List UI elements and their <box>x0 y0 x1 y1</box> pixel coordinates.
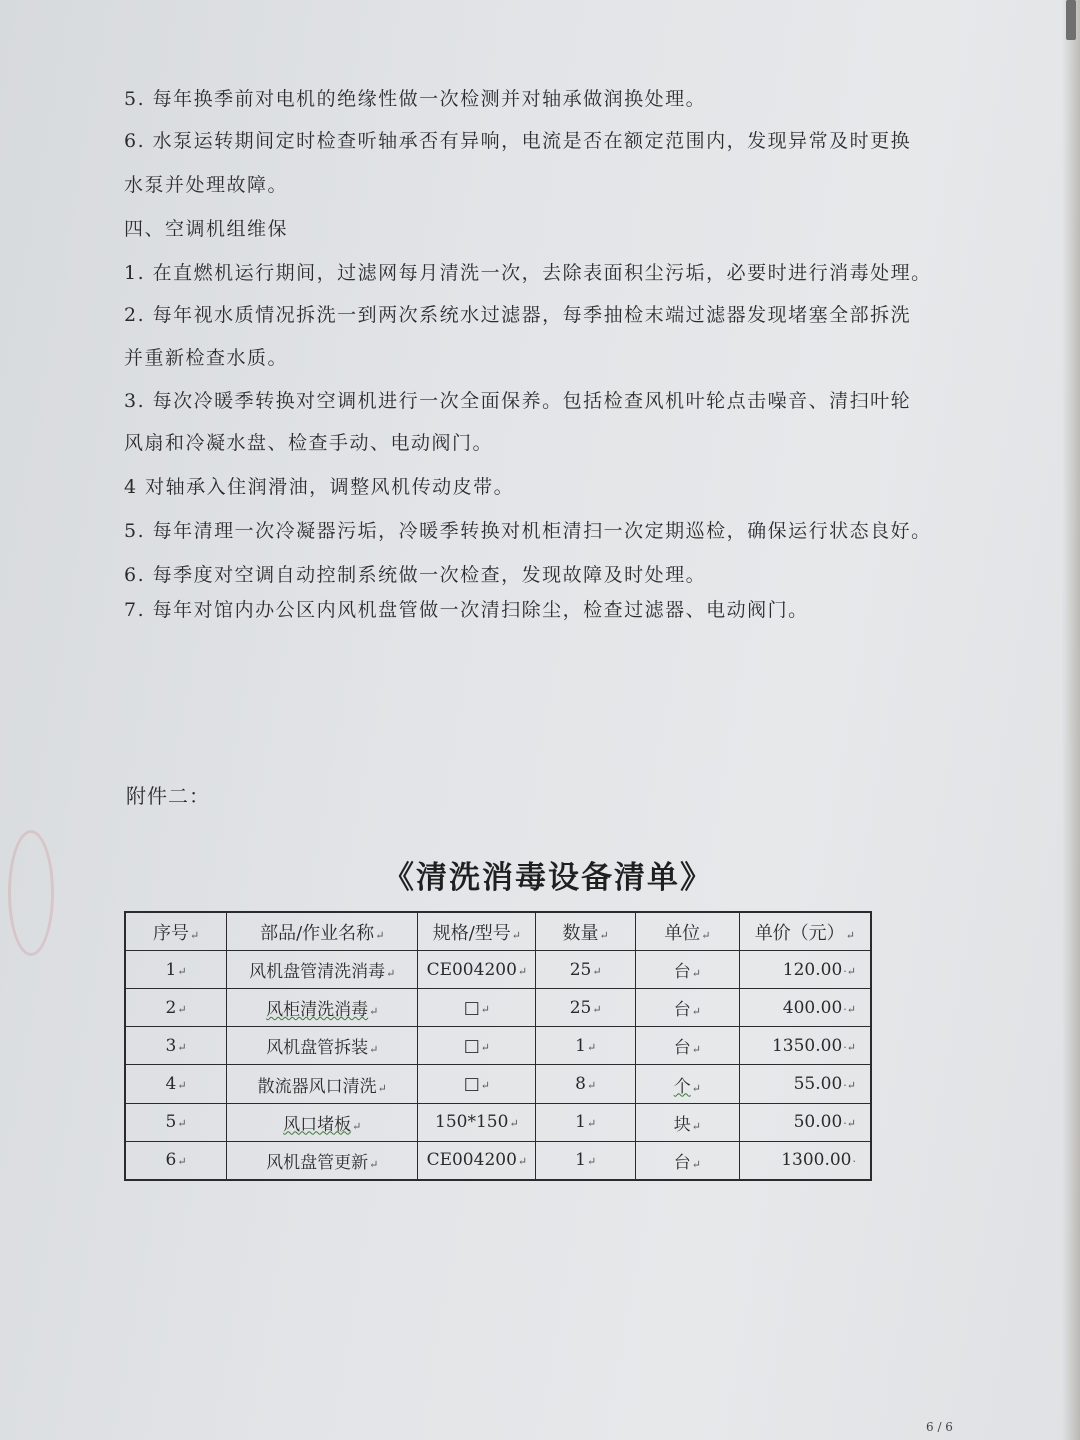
header-unit: 单位↵ <box>636 912 740 951</box>
cell-quantity: 25↵ <box>536 951 636 989</box>
cell-unit: 台↵ <box>636 1027 740 1065</box>
table-header-row <box>125 912 871 951</box>
cell-unit: 台↵ <box>636 989 740 1027</box>
cell-unit-price: 400.00·↵ <box>739 989 871 1027</box>
header-unit-price: 单价（元）↵ <box>739 912 871 951</box>
attachment-label: 附件二： <box>126 784 210 808</box>
header-quantity: 数量↵ <box>536 912 636 951</box>
cell-index: 2↵ <box>125 989 227 1027</box>
paragraph-seasonal-service-cont: 风扇和冷凝水盘、检查手动、电动阀门。 <box>124 432 494 454</box>
table-row <box>125 1027 871 1065</box>
cell-index: 3↵ <box>125 1027 227 1065</box>
section-heading-ac-maintenance: 四、空调机组维保 <box>124 218 289 240</box>
header-item-name: 部品/作业名称↵ <box>227 912 418 951</box>
cell-quantity: 1↵ <box>536 1141 636 1180</box>
cell-model: □↵ <box>418 989 536 1027</box>
cell-unit: 块↵ <box>636 1103 740 1141</box>
cell-model: CE004200↵ <box>418 1141 536 1180</box>
cell-item-name: 风口堵板↵ <box>227 1103 418 1141</box>
cell-quantity: 8↵ <box>536 1065 636 1103</box>
table-row <box>125 1141 871 1180</box>
paragraph-water-filter-cont: 并重新检查水质。 <box>124 347 289 369</box>
table-row <box>125 1103 871 1141</box>
cell-index: 5↵ <box>125 1103 227 1141</box>
cell-item-name: 散流器风口清洗↵ <box>227 1065 418 1103</box>
cell-unit: 台↵ <box>636 951 740 989</box>
cell-unit-price: 120.00·↵ <box>739 951 871 989</box>
cell-model: CE004200↵ <box>418 951 536 989</box>
cell-quantity: 25↵ <box>536 989 636 1027</box>
cell-item-name: 风机盘管更新↵ <box>227 1141 418 1180</box>
cell-model: □↵ <box>418 1065 536 1103</box>
header-model: 规格/型号↵ <box>418 912 536 951</box>
cell-item-name: 风机盘管清洗消毒↵ <box>227 951 418 989</box>
cell-item-name: 风柜清洗消毒↵ <box>227 989 418 1027</box>
cell-model: □↵ <box>418 1027 536 1065</box>
cell-unit-price: 55.00·↵ <box>739 1065 871 1103</box>
cell-unit-price: 50.00·↵ <box>739 1103 871 1141</box>
page-number: 6 / 6 <box>926 1420 953 1434</box>
paragraph-motor-insulation: 5. 每年换季前对电机的绝缘性做一次检测并对轴承做润换处理。 <box>124 88 707 110</box>
cell-unit: 台↵ <box>636 1141 740 1180</box>
paragraph-condenser-cleaning: 5. 每年清理一次冷凝器污垢，冷暖季转换对机柜清扫一次定期巡检，确保运行状态良好。 <box>124 520 932 542</box>
equipment-list-title: 《清洗消毒设备清单》 <box>383 860 713 896</box>
equipment-table <box>124 911 872 1181</box>
table-row <box>125 951 871 989</box>
page-edge-shadow <box>1062 0 1080 1440</box>
cell-index: 1↵ <box>125 951 227 989</box>
cell-item-name: 风机盘管拆装↵ <box>227 1027 418 1065</box>
cell-unit: 个↵ <box>636 1065 740 1103</box>
paragraph-pump-check: 6. 水泵运转期间定时检查听轴承否有异响，电流是否在额定范围内，发现异常及时更换 <box>124 130 912 152</box>
paragraph-filter-cleaning: 1. 在直燃机运行期间，过滤网每月清洗一次，去除表面积尘污垢，必要时进行消毒处理。 <box>124 262 932 284</box>
table-row <box>125 989 871 1027</box>
table-row <box>125 1065 871 1103</box>
paragraph-pump-check-cont: 水泵并处理故障。 <box>124 174 289 196</box>
paragraph-seasonal-service: 3. 每次冷暖季转换对空调机进行一次全面保养。包括检查风机叶轮点击噪音、清扫叶轮 <box>124 390 912 412</box>
cell-index: 4↵ <box>125 1065 227 1103</box>
cell-quantity: 1↵ <box>536 1103 636 1141</box>
cell-unit-price: 1300.00· <box>739 1141 871 1180</box>
cell-model: 150*150↵ <box>418 1103 536 1141</box>
cell-index: 6↵ <box>125 1141 227 1180</box>
page-clip <box>1066 0 1076 40</box>
faint-stamp <box>8 830 54 956</box>
cell-unit-price: 1350.00·↵ <box>739 1027 871 1065</box>
cell-quantity: 1↵ <box>536 1027 636 1065</box>
paragraph-control-system-check: 6. 每季度对空调自动控制系统做一次检查，发现故障及时处理。 <box>124 564 707 586</box>
paragraph-fan-coil-cleaning: 7. 每年对馆内办公区内风机盘管做一次清扫除尘，检查过滤器、电动阀门。 <box>124 599 809 621</box>
header-index: 序号↵ <box>125 912 227 951</box>
paragraph-bearing-lubrication: 4 对轴承入住润滑油，调整风机传动皮带。 <box>124 476 515 498</box>
paragraph-water-filter: 2. 每年视水质情况拆洗一到两次系统水过滤器，每季抽检末端过滤器发现堵塞全部拆洗 <box>124 304 912 326</box>
